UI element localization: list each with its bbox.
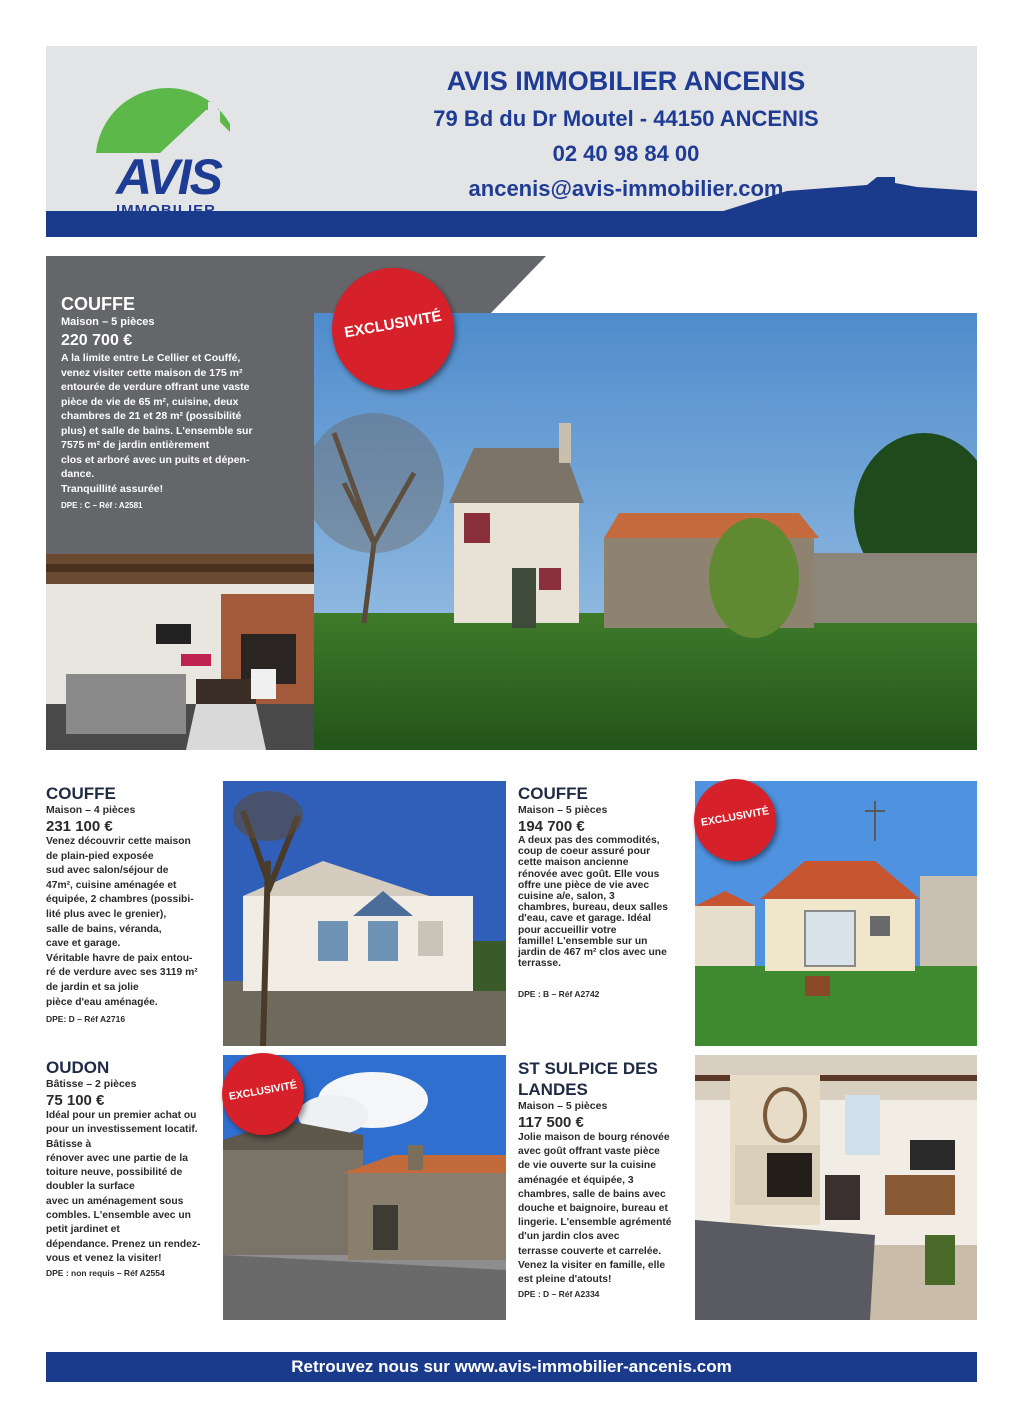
agency-logo xyxy=(86,58,316,218)
listing-st-sulpice[interactable] xyxy=(518,1058,693,1299)
listing-ref: DPE : non requis – Réf A2554 xyxy=(46,1268,165,1279)
featured-listing[interactable] xyxy=(46,256,977,750)
listing-subtitle: Maison – 4 pièces xyxy=(46,804,136,816)
agency-email[interactable]: ancenis@avis-immobilier.com xyxy=(468,176,784,201)
listing-price: 75 100 € xyxy=(46,1092,105,1109)
agency-header xyxy=(46,46,977,237)
listing-description: Idéal pour un premier achat ou pour un investissement locatif. Bâtisse à rénover avec une partie de la toiture neuve, possibilité de doubler la surface avec un aménagement sous combles. L'ensemble avec un petit jardinet et dépendance. Prenez un rendez- vous et venez la visiter! xyxy=(46,1110,201,1264)
listing-subtitle: Maison – 5 pièces xyxy=(518,1100,608,1112)
agency-phone[interactable]: 02 40 98 84 00 xyxy=(552,141,700,166)
listing-title: COUFFE xyxy=(46,784,116,803)
logo-roof-icon xyxy=(86,58,316,158)
exclusivity-badge: EXCLUSIVITÉ xyxy=(694,779,776,861)
footer-website[interactable]: Retrouvez nous sur www.avis-immobilier-ancenis.com xyxy=(291,1357,732,1376)
listing-title: OUDON xyxy=(46,1058,110,1077)
listing-description: A deux pas des commodités, coup de coeur assuré pour cette maison ancienne rénovée avec goût. Elle vous offre une pièce de vie avec cuisine a/e, salon, 3 chambres, bureau, deux salles d'eau, cave et garage. Idéal pour accueillir votre famille! L'ensemble sur un jardin de 467 m² clos avec une terrasse. xyxy=(518,835,668,970)
listing-price: 194 700 € xyxy=(518,818,585,835)
featured-interior-photo[interactable] xyxy=(46,554,314,750)
featured-title: COUFFE xyxy=(61,294,135,314)
agency-name: AVIS IMMOBILIER ANCENIS xyxy=(446,66,806,96)
listing-subtitle: Bâtisse – 2 pièces xyxy=(46,1078,137,1090)
featured-description: A la limite entre Le Cellier et Couffé, venez visiter cette maison de 175 m² entourée de verdure offrant une vaste pièce de vie de 65 m², cuisine, deux chambres de 21 et 28 m² (possibilité plus) et salle de bains. L'ensemble sur 7575 m² de jardin entièrement clos et arboré avec un puits et dépen- dance. Tranquillité assurée! xyxy=(61,352,253,495)
listing-title: COUFFE xyxy=(518,784,588,803)
footer-banner xyxy=(46,1352,977,1382)
exclusivity-badge: EXCLUSIVITÉ xyxy=(332,268,454,390)
listing-price: 117 500 € xyxy=(518,1114,584,1131)
logo-word: AVIS xyxy=(116,149,221,205)
featured-price: 220 700 € xyxy=(61,332,133,349)
listing-title: ST SULPICE DES LANDES xyxy=(518,1059,658,1099)
listing-couffe-5[interactable] xyxy=(518,783,688,999)
listing-st-sulpice-photo[interactable] xyxy=(695,1055,977,1320)
listing-subtitle: Maison – 5 pièces xyxy=(518,804,608,816)
listing-price: 231 100 € xyxy=(46,818,113,835)
listing-description: Venez découvrir cette maison de plain-pied exposée sud avec salon/séjour de 47m², cuisine aménagée et équipée, 2 chambres (possibi- lité plus avec le grenier), salle de bains, véranda, cave et garage. Véritable havre de paix entou- ré de verdure avec ses 3119 m² de jardin et sa jolie pièce d'eau aménagée. xyxy=(46,836,198,1008)
featured-ref: DPE : C – Réf : A2581 xyxy=(61,501,143,510)
listing-couffe-4[interactable] xyxy=(46,783,216,1024)
listing-ref: DPE : D – Réf A2334 xyxy=(518,1289,600,1300)
listing-ref: DPE : B – Réf A2742 xyxy=(518,989,600,1000)
header-band xyxy=(46,211,977,237)
house-silhouette-icon xyxy=(717,177,977,213)
agency-address: 79 Bd du Dr Moutel - 44150 ANCENIS xyxy=(433,106,819,131)
listing-description: Jolie maison de bourg rénovée avec goût offrant vaste pièce de vie ouverte sur la cuisine aménagée et équipée, 3 chambres, salle de bains avec douche et baignoire, bureau et lingerie. L'ensemble agrémenté d'un jardin clos avec terrasse couverte et carrelée. Venez la visiter en famille, elle est pleine d'atouts! xyxy=(518,1132,672,1286)
listing-oudon[interactable] xyxy=(46,1057,221,1278)
listing-ref: DPE: D – Réf A2716 xyxy=(46,1014,126,1025)
featured-subtitle: Maison – 5 pièces xyxy=(61,316,155,328)
exclusivity-badge: EXCLUSIVITÉ xyxy=(222,1053,304,1135)
listing-couffe-4-photo[interactable] xyxy=(223,781,506,1046)
featured-text-panel xyxy=(46,256,314,554)
